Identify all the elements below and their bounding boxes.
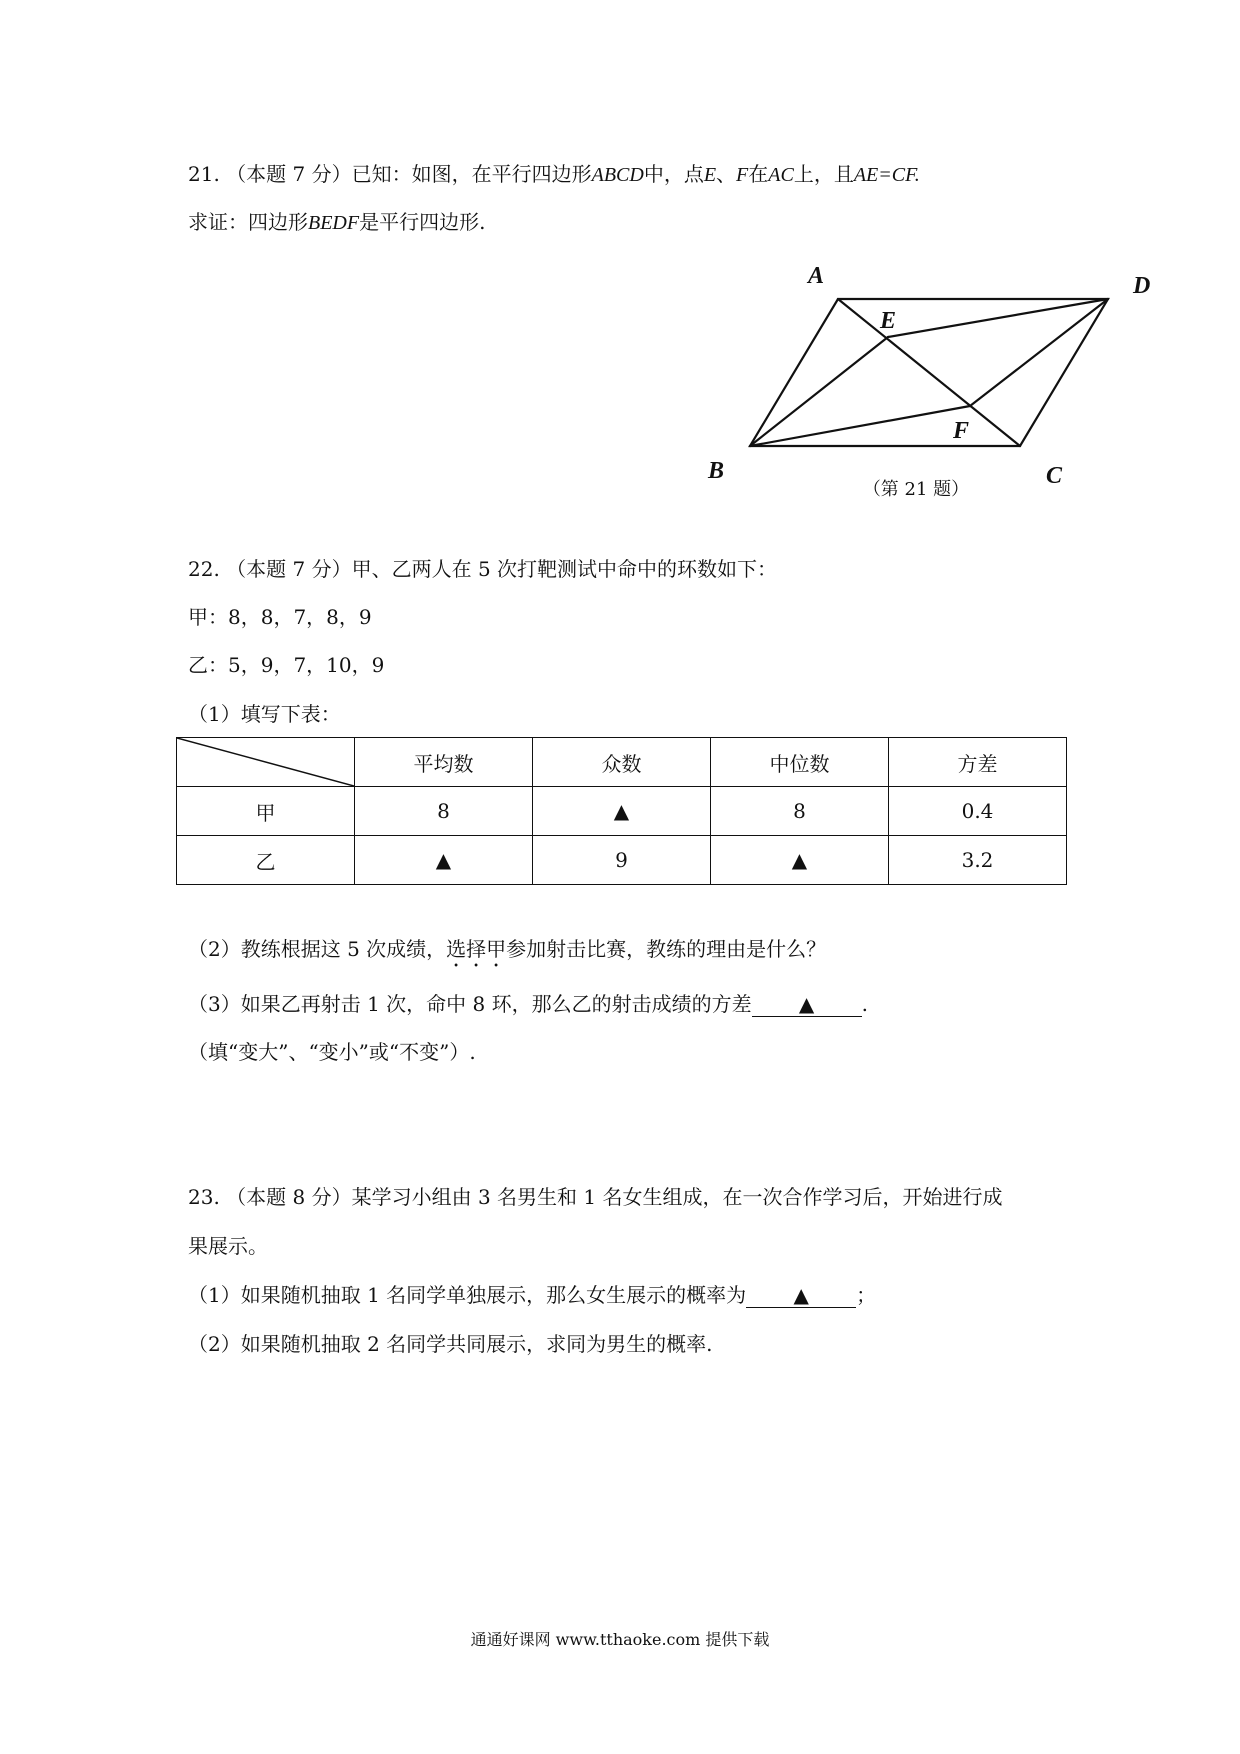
q22-part3: （3）如果乙再射击 1 次，命中 8 环，那么乙的射击成绩的方差 ▲ . bbox=[188, 992, 868, 1016]
header-variance: 方差 bbox=[889, 738, 1067, 787]
q23-statement-cont: 果展示。 bbox=[188, 1234, 268, 1258]
cell-jia-mode: ▲ bbox=[533, 787, 711, 836]
table-row bbox=[177, 836, 1067, 885]
vertex-label-e: E bbox=[880, 308, 897, 334]
segment-ed bbox=[888, 299, 1108, 337]
cell-yi-median: ▲ bbox=[711, 836, 889, 885]
vertex-label-d: D bbox=[1133, 273, 1151, 299]
segment-fb bbox=[750, 406, 970, 446]
q21-statement: 21. （本题 7 分）已知：如图，在平行四边形ABCD中，点E、F在AC上，且AE=CF. bbox=[188, 162, 920, 186]
header-median: 中位数 bbox=[711, 738, 889, 787]
q23-part2: （2）如果随机抽取 2 名同学共同展示，求同为男生的概率. bbox=[188, 1332, 713, 1356]
row-label-jia: 甲 bbox=[177, 787, 355, 836]
vertex-label-b: B bbox=[708, 458, 725, 484]
cell-jia-mean: 8 bbox=[355, 787, 533, 836]
q23-part1: （1）如果随机抽取 1 名同学单独展示，那么女生展示的概率为 ▲ ； bbox=[188, 1283, 877, 1307]
segment-be bbox=[750, 337, 888, 446]
cell-jia-median: 8 bbox=[711, 787, 889, 836]
q22-jia-scores: 甲：8，8，7，8，9 bbox=[188, 605, 372, 629]
table-row bbox=[177, 787, 1067, 836]
figure-caption: （第 21 题） bbox=[862, 479, 970, 500]
q22-part1: （1）填写下表： bbox=[188, 702, 341, 726]
cell-yi-variance: 3.2 bbox=[889, 836, 1067, 885]
cell-yi-mode: 9 bbox=[533, 836, 711, 885]
vertex-label-f: F bbox=[953, 418, 970, 444]
cell-jia-variance: 0.4 bbox=[889, 787, 1067, 836]
q21-figure bbox=[0, 0, 1240, 520]
q22-statement: 22. （本题 7 分）甲、乙两人在 5 次打靶测试中命中的环数如下： bbox=[188, 557, 778, 581]
header-mean: 平均数 bbox=[355, 738, 533, 787]
q22-table bbox=[176, 737, 1067, 885]
q21-prove: 求证：四边形BEDF是平行四边形. bbox=[188, 210, 486, 234]
table-header-row bbox=[177, 738, 1067, 787]
vertex-label-a: A bbox=[808, 263, 825, 289]
q23-statement: 23. （本题 8 分）某学习小组由 3 名男生和 1 名女生组成，在一次合作学习后，开始进行成 bbox=[188, 1185, 1003, 1209]
diagonal-line bbox=[177, 738, 354, 786]
table-corner-cell bbox=[177, 738, 355, 787]
row-label-yi: 乙 bbox=[177, 836, 355, 885]
q22-part2: （2）教练根据这 5 次成绩，选择甲参加射击比赛，教练的理由是什么？ bbox=[188, 937, 827, 961]
q22-yi-scores: 乙：5，9，7，10，9 bbox=[188, 653, 385, 677]
q22-part3-hint: （填“变大”、“变小”或“不变”）. bbox=[188, 1040, 476, 1064]
answer-blank: ▲ bbox=[752, 992, 862, 1017]
header-mode: 众数 bbox=[533, 738, 711, 787]
segment-df bbox=[970, 299, 1108, 406]
answer-blank: ▲ bbox=[746, 1283, 856, 1308]
page-footer: 通通好课网 www.tthaoke.com 提供下载 bbox=[470, 1630, 770, 1649]
cell-yi-mean: ▲ bbox=[355, 836, 533, 885]
vertex-label-c: C bbox=[1046, 463, 1063, 489]
